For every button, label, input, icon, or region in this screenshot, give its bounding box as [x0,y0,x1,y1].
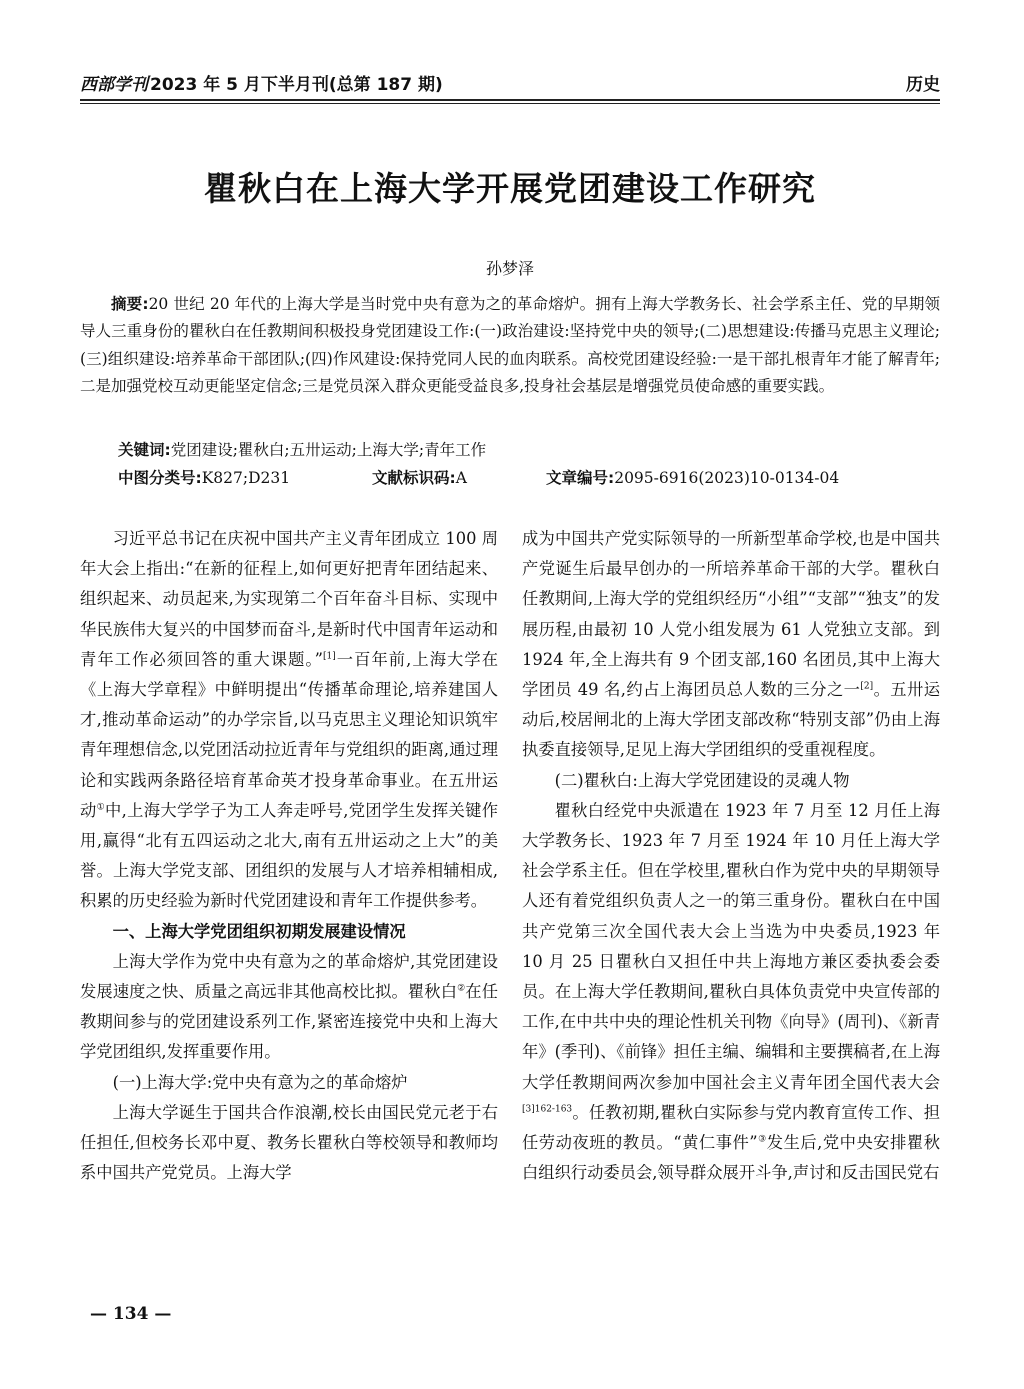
paragraph-text: 中,上海大学学子为工人奔走呼号,党团学生发挥关键作用,赢得“北有五四运动之北大,南有五卅运动之上大”的美誉。上海大学党支部、团组织的发展与人才培养相辅相成,积累的历史经验为新时代党团建设和青年工作提供参考。 [80,800,498,911]
clc-value: K827;D231 [201,469,291,487]
paragraph [80,947,498,1068]
citation: [2] [860,681,874,692]
paragraph-text: 成为中国共产党实际领导的一所新型革命学校,也是中国共产党诞生后最早创办的一所培养革命干部的大学。瞿秋白任教期间,上海大学的党组织经历“小组”“支部”“独支”的发展历程,由最初 10 人党小组发展为 61 人党独立支部。到 1924 年,全上海共有 9 个团支部,160 名团员,其中上海大学团员 49 名,约占上海团员总人数的三分之一 [522,529,940,700]
author: 孙梦泽 [485,259,534,278]
paragraph-text: 上海大学作为党中央有意为之的革命熔炉,其党团建设发展速度之快、质量之高远非其他高校比拟。瞿秋白 [80,951,498,1002]
issue-label: 2023 年 5 月下半月刊(总第 187 期) [150,75,443,95]
paragraph [80,524,498,917]
section-heading: 一、上海大学党团组织初期发展建设情况 [112,921,406,941]
article-no-block [546,465,839,491]
abstract [80,291,940,400]
article-no-label: 文章编号: [546,469,615,487]
doc-label: 文献标识码: [372,469,456,487]
citation: [1] [322,651,336,662]
abstract-label: 摘要: [111,295,149,313]
page-number: — 134 — [90,1304,172,1324]
header-rule-thick [80,99,940,101]
subsection-heading: (一)上海大学:党中央有意为之的革命熔炉 [112,1072,408,1092]
doc-value: A [455,469,467,487]
body-column-left [80,524,498,1188]
paragraph-text: 一百年前,上海大学在《上海大学章程》中鲜明提出“传播革命理论,培养建国人才,推动革命运动”的办学宗旨,以马克思主义理论知识筑牢青年理想信念,以党团活动拉近青年与党组织的距离,通过理论和实践两条路径培育革命英才投身革命事业。在五卅运动 [80,649,498,820]
doc-block [372,465,467,491]
paragraph-text: 瞿秋白经党中央派遣在 1923 年 7 月至 12 月任上海大学教务长、1923 年 7 月至 1924 年 10 月任上海大学社会学系主任。但在学校里,瞿秋白作为党中央的早期领导人还有着党组织负责人之一的第三重身份。瞿秋白在中国共产党第三次全国代表大会上当选为中央委员,1923 年 10 月 25 日瞿秋白又担任中共上海地方兼区委执委会委员。在上海大学任教期间,瞿秋白具体负责党中央宣传部的工作,在中共中央的理论性机关刊物《向导》(周刊)、《新青年》(季刊)、《前锋》担任主编、编辑和主要撰稿者,在上海大学任教期间两次参加中国社会主义青年团全国代表大会 [522,800,940,1092]
footnote-marker: ① [96,802,106,813]
paragraph-text: 。任教初期,瞿秋白实际参与党内教育宣传工作、担任劳动夜班的教员。“黄仁事件” [522,1102,940,1153]
keywords [118,437,486,463]
keywords-text: 党团建设;瞿秋白;五卅运动;上海大学;青年工作 [170,441,487,459]
abstract-text: 20 世纪 20 年代的上海大学是当时党中央有意为之的革命熔炉。拥有上海大学教务长、社会学系主任、党的早期领导人三重身份的瞿秋白在任教期间积极投身党团建设工作:(一)政治建设:坚持党中央的领导;(二)思想建设:传播马克思主义理论;(三)组织建设:培养革命干部团队;(四)作风建设:保持党同人民的血肉联系。高校党团建设经验:一是干部扎根青年才能了解青年;二是加强党校互动更能坚定信念;三是党员深入群众更能受益良多,投身社会基层是增强党员使命感的重要实践。 [80,295,941,395]
paragraph-text: 习近平总书记在庆祝中国共产主义青年团成立 100 周年大会上指出:“在新的征程上,如何更好把青年团结起来、组织起来、动员起来,为实现第二个百年奋斗目标、实现中华民族伟大复兴的中国梦而奋斗,是新时代中国青年运动和青年工作必须回答的重大课题。” [80,529,498,669]
article-no-value: 2095-6916(2023)10-0134-04 [614,469,840,487]
clc-label: 中图分类号: [118,469,202,487]
section-label: 历史 [906,75,940,95]
paragraph [522,524,940,766]
paragraph-text: 在任教期间参与的党团建设系列工作,紧密连接党中央和上海大学党团组织,发挥重要作用。 [80,982,498,1062]
paragraph [522,796,940,1189]
footnote-marker: ③ [757,1134,767,1145]
keywords-label: 关键词: [118,441,171,459]
paragraph-text: 。五卅运动后,校居闸北的上海大学团支部改称“特别支部”仍由上海执委直接领导,足见上海大学团组织的受重视程度。 [522,680,940,760]
journal-issue [80,72,443,98]
body-column-right [522,524,940,1188]
paragraph: 上海大学诞生于国共合作浪潮,校长由国民党元老于右任担任,但校务长邓中夏、教务长瞿秋白等校领导和教师均系中国共产党党员。上海大学 [80,1102,498,1183]
citation: [3]162-163 [522,1104,573,1115]
clc-block [118,465,290,491]
running-header [80,72,940,98]
article-title: 瞿秋白在上海大学开展党团建设工作研究 [204,169,816,208]
journal-logo: 西部学刊 [80,75,148,95]
footnote-marker: ② [457,983,466,994]
subsection-heading: (二)瞿秋白:上海大学党团建设的灵魂人物 [554,770,850,790]
header-rule-thin [80,103,940,104]
paragraph-text: 发生后,党中央安排瞿秋白组织行动委员会,领导群众展开斗争,声讨和反击国民党右 [522,1133,940,1183]
